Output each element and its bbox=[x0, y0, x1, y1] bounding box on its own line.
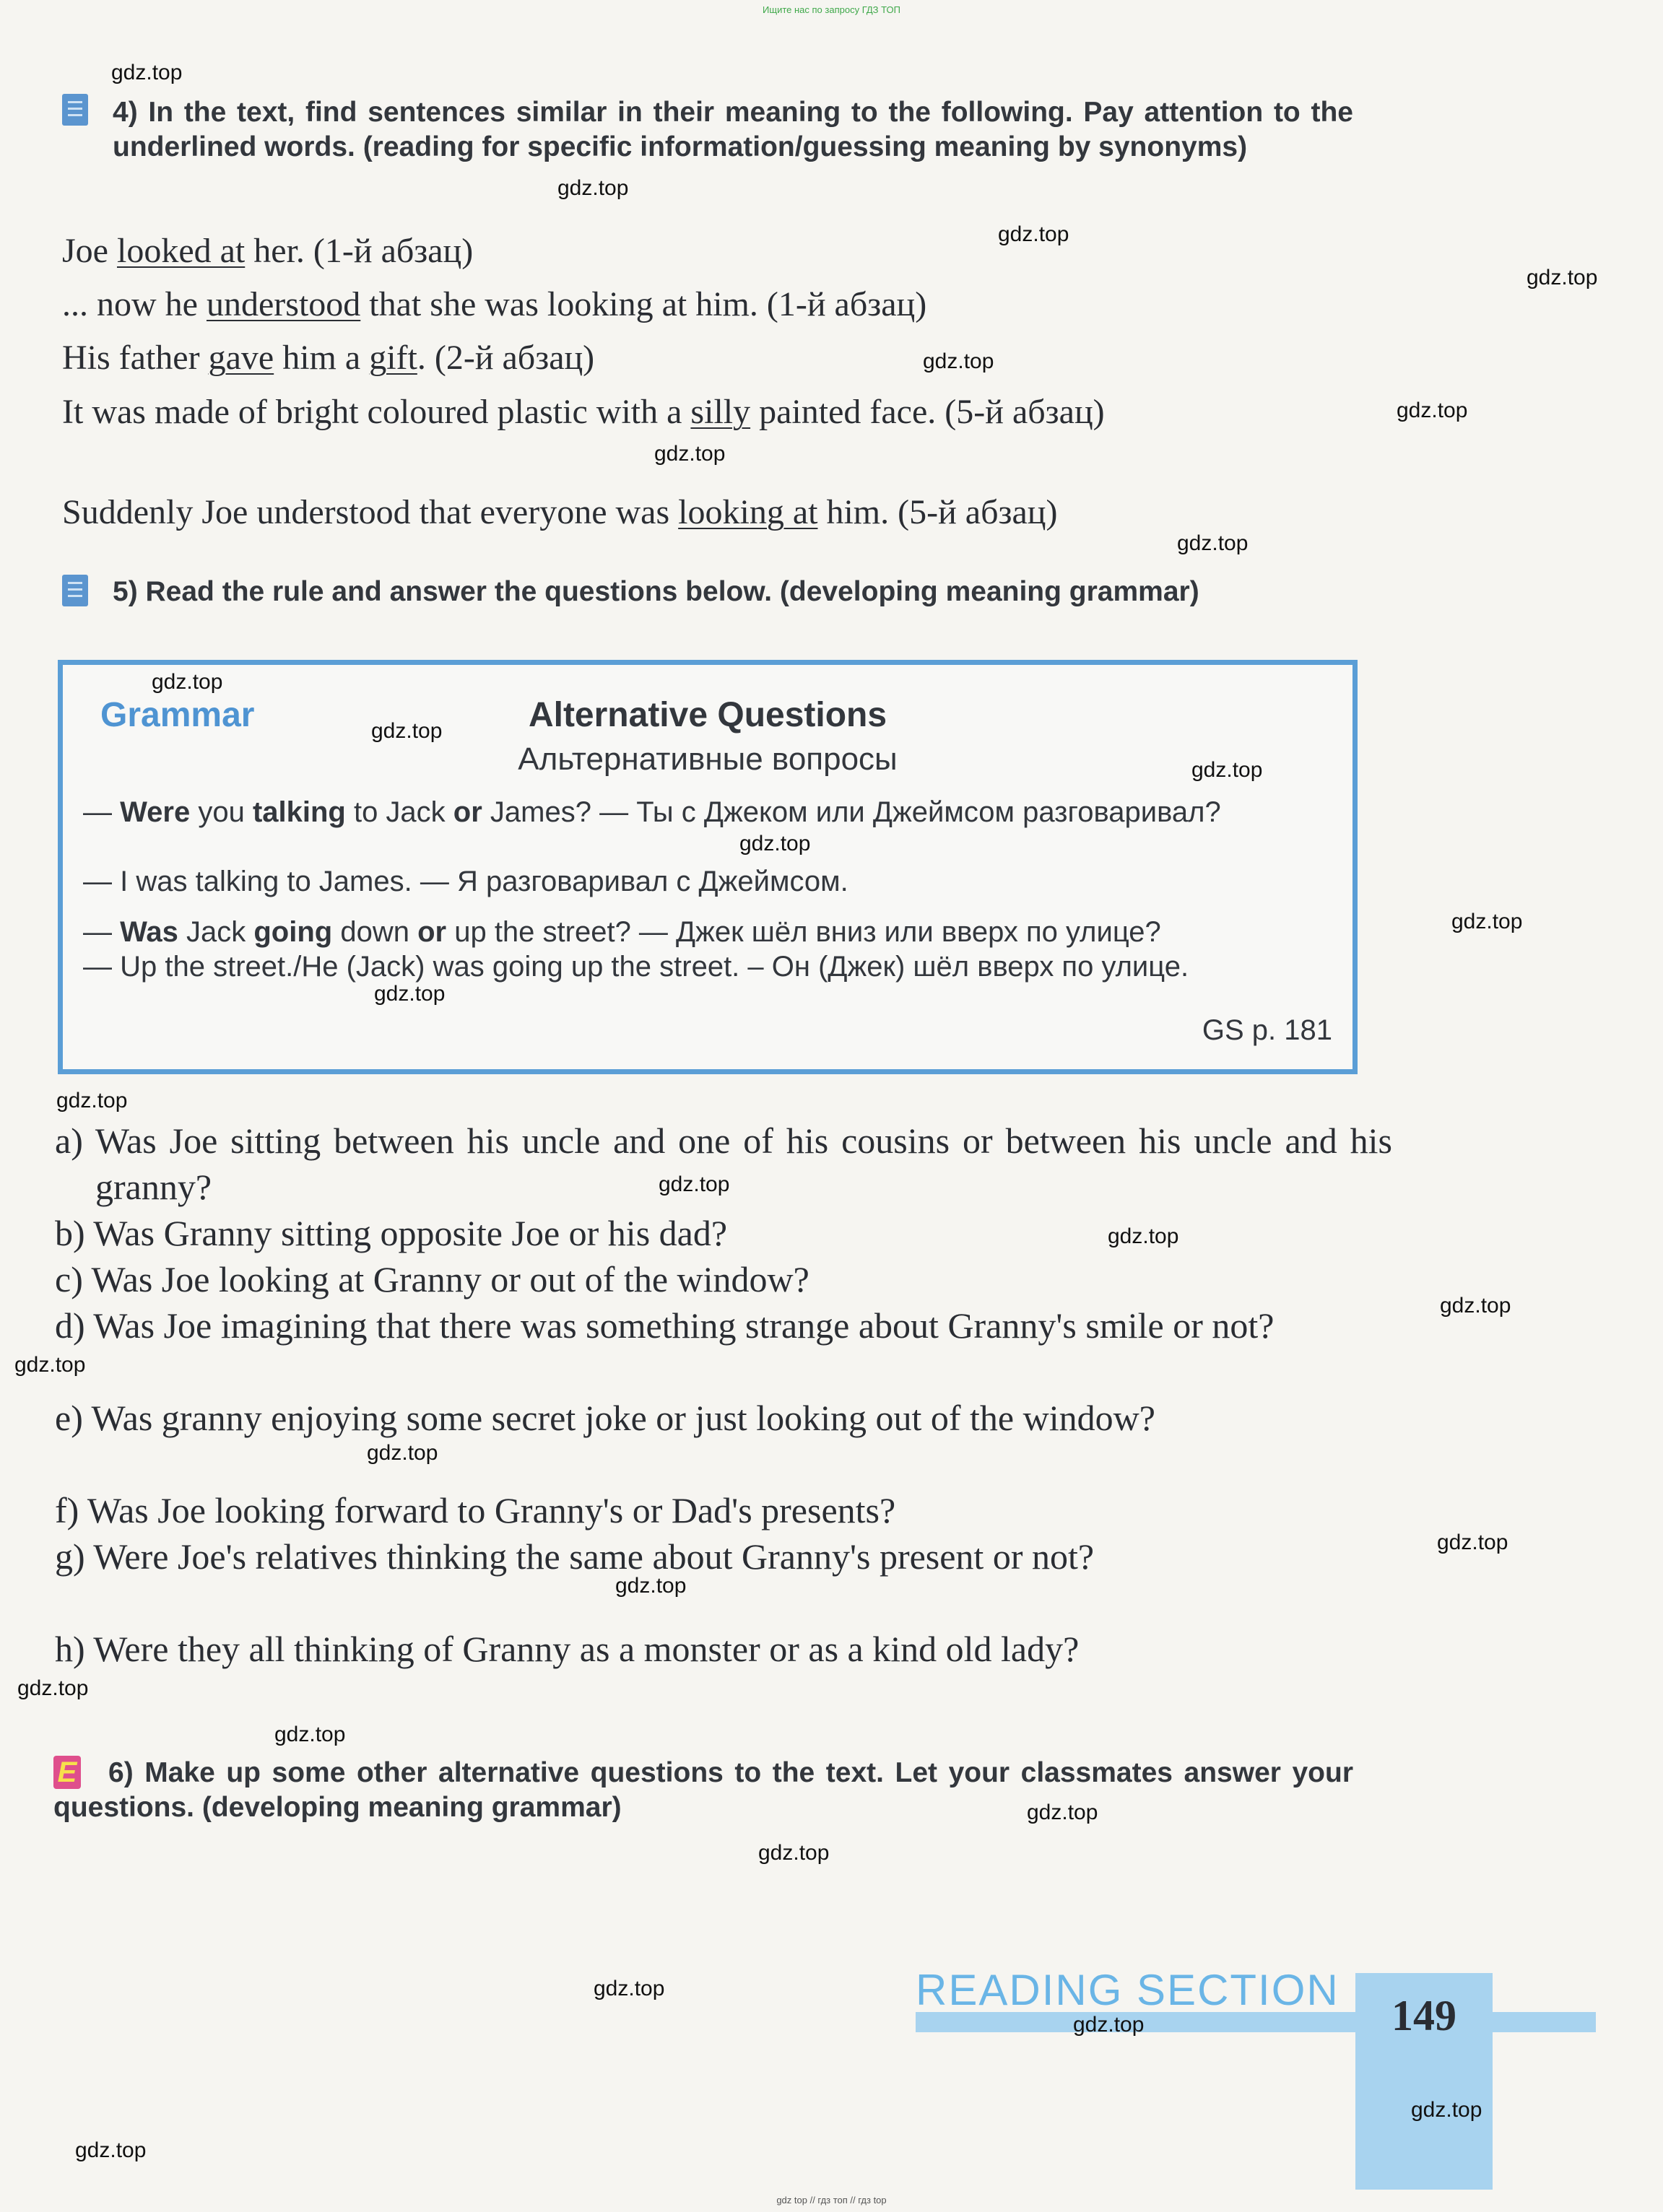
grammar-example-2-answer: — Up the street./He (Jack) was going up the street. – Он (Джек) шёл вверх по улице. bbox=[83, 951, 1189, 983]
question-b: b) Was Granny sitting opposite Joe or his dad? bbox=[55, 1213, 728, 1253]
underlined-word: gave bbox=[208, 339, 274, 377]
grammar-example-1-answer: — I was talking to James. — Я разговаривал с Джеймсом. bbox=[83, 866, 848, 897]
underlined-word: gift bbox=[369, 339, 417, 377]
watermark: gdz.top bbox=[1397, 399, 1468, 422]
watermark: gdz.top bbox=[1108, 1224, 1179, 1248]
sentence-2: ... now he understood that she was looking at him. (1-й абзац) bbox=[62, 285, 927, 323]
question-g: g) Were Joe's relatives thinking the same about Granny's present or not? bbox=[55, 1536, 1095, 1577]
watermark: gdz.top bbox=[1027, 1800, 1098, 1824]
question-f: f) Was Joe looking forward to Granny's or Dad's presents? bbox=[55, 1490, 896, 1530]
watermark: gdz.top bbox=[758, 1841, 830, 1865]
grammar-title: Alternative Questions bbox=[528, 696, 887, 734]
grammar-example-1: — Were you talking to Jack or James? — Ты с Джеком или Джеймсом разговаривал? bbox=[83, 796, 1221, 828]
watermark: gdz.top bbox=[615, 1574, 687, 1598]
watermark: gdz.top bbox=[654, 442, 726, 466]
sentence-4: It was made of bright coloured plastic with a silly painted face. (5-й абзац) bbox=[62, 393, 1105, 431]
section-bar bbox=[916, 2012, 1596, 2032]
watermark: gdz.top bbox=[1527, 266, 1598, 289]
watermark: gdz.top bbox=[998, 222, 1069, 246]
question-h: h) Were they all thinking of Granny as a monster or as a kind old lady? bbox=[55, 1629, 1080, 1669]
sentence-3: His father gave him a gift. (2-й абзац) bbox=[62, 339, 595, 377]
sentence-5: Suddenly Joe understood that everyone was looking at him. (5-й абзац) bbox=[62, 493, 1058, 531]
page-number: 149 bbox=[1391, 1992, 1456, 2039]
underlined-word: looking at bbox=[678, 493, 818, 531]
task-5-instruction: 5) Read the rule and answer the questions below. (developing meaning grammar) bbox=[113, 576, 1199, 607]
watermark: gdz.top bbox=[1440, 1294, 1511, 1318]
grammar-example-2: — Was Jack going down or up the street? — Джек шёл вниз или вверх по улице? bbox=[83, 916, 1161, 948]
watermark: gdz.top bbox=[56, 1089, 128, 1112]
watermark: gdz.top bbox=[594, 1977, 665, 2000]
watermark: gdz.top bbox=[111, 61, 183, 84]
grammar-label: Grammar bbox=[100, 696, 255, 734]
header-note: Ищите нас по запросу ГДЗ ТОП bbox=[763, 4, 900, 15]
watermark: gdz.top bbox=[274, 1723, 346, 1746]
watermark: gdz.top bbox=[1177, 531, 1249, 555]
section-title: READING SECTION bbox=[916, 1966, 1339, 2014]
watermark: gdz.top bbox=[1437, 1530, 1508, 1554]
task-6-instruction: 6) Make up some other alternative questions to the text. Let your classmates answer your questions. (developing meaning grammar) bbox=[53, 1757, 1353, 1823]
watermark: gdz.top bbox=[367, 1441, 438, 1465]
extra-task-icon: E bbox=[53, 1756, 81, 1789]
watermark: gdz.top bbox=[923, 349, 994, 373]
question-e: e) Was granny enjoying some secret joke or just looking out of the window? bbox=[55, 1398, 1155, 1438]
watermark: gdz.top bbox=[14, 1353, 86, 1377]
grammar-subtitle: Альтернативные вопросы bbox=[518, 741, 898, 777]
task-4-instruction: 4) In the text, find sentences similar in their meaning to the following. Pay attention to the underlined words. (reading for specific information/guessing meaning by synonyms) bbox=[113, 97, 1353, 162]
watermark: gdz.top bbox=[17, 1676, 89, 1700]
watermark: gdz.top bbox=[1191, 758, 1263, 782]
underlined-word: looked at bbox=[116, 232, 246, 270]
text-task-icon bbox=[62, 94, 88, 126]
watermark: gdz.top bbox=[152, 670, 223, 694]
watermark: gdz.top bbox=[659, 1172, 730, 1196]
watermark: gdz.top bbox=[739, 832, 811, 855]
watermark: gdz.top bbox=[75, 2138, 147, 2162]
sentence-1: Joe looked at her. (1-й абзац) bbox=[62, 232, 474, 270]
question-d: d) Was Joe imagining that there was something strange about Granny's smile or not? bbox=[55, 1305, 1275, 1346]
text-task-icon bbox=[62, 575, 88, 606]
watermark: gdz.top bbox=[1073, 2013, 1145, 2037]
grammar-box bbox=[58, 660, 1358, 1074]
watermark: gdz.top bbox=[1411, 2098, 1482, 2122]
grammar-reference: GS p. 181 bbox=[1202, 1014, 1332, 1046]
question-a: a) Was Joe sitting between his uncle and one of his cousins or between his uncle and his granny? bbox=[55, 1120, 1392, 1207]
question-c: c) Was Joe looking at Granny or out of the window? bbox=[55, 1259, 809, 1299]
watermark: gdz.top bbox=[1451, 910, 1523, 933]
footer-note: gdz top // гдз топ // гдз top bbox=[776, 2195, 887, 2206]
watermark: gdz.top bbox=[371, 719, 443, 743]
watermark: gdz.top bbox=[557, 176, 629, 200]
watermark: gdz.top bbox=[374, 982, 446, 1006]
underlined-word: silly bbox=[690, 393, 751, 431]
underlined-word: understood bbox=[206, 285, 361, 323]
